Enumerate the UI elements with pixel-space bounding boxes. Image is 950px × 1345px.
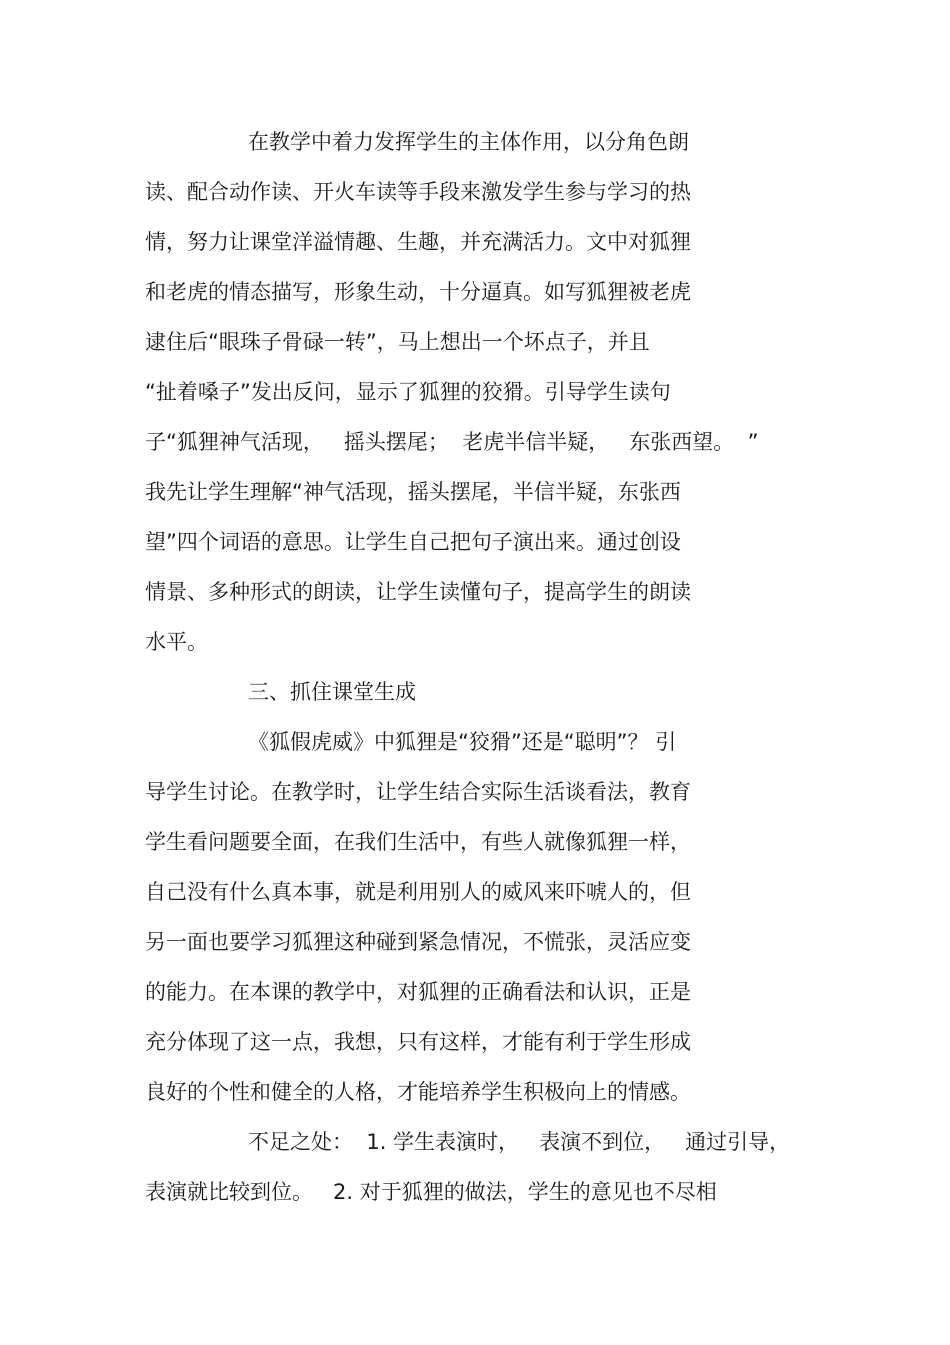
- paragraph-line: 逮住后“眼珠子骨碌一转”，马上想出一个坏点子，并且: [145, 330, 650, 354]
- paragraph-line: 不足之处： 1. 学生表演时， 表演不到位， 通过引导，: [248, 1130, 791, 1154]
- paragraph-line: 导学生讨论。在教学时，让学生结合实际生活谈看法，教育: [145, 780, 691, 804]
- paragraph-line: 学生看问题要全面，在我们生活中，有些人就像狐狸一样，: [145, 830, 691, 854]
- paragraph-line: 另一面也要学习狐狸这种碰到紧急情况，不慌张，灵活应变: [145, 930, 691, 954]
- paragraph-line: 《狐假虎威》中狐狸是“狡猾”还是“聪明”？ 引: [248, 730, 677, 754]
- paragraph-line: 的能力。在本课的教学中，对狐狸的正确看法和认识，正是: [145, 980, 691, 1004]
- paragraph-line: 情景、多种形式的朗读，让学生读懂句子，提高学生的朗读: [145, 580, 691, 604]
- paragraph-line: 在教学中着力发挥学生的主体作用，以分角色朗: [248, 130, 689, 154]
- paragraph-line: 我先让学生理解“神气活现，摇头摆尾，半信半疑，东张西: [145, 480, 681, 504]
- paragraph-line: 水平。: [145, 630, 208, 654]
- section-heading: 三、抓住课堂生成: [248, 680, 416, 704]
- paragraph-line: 情，努力让课堂洋溢情趣、生趣，并充满活力。文中对狐狸: [145, 230, 691, 254]
- paragraph-line: 子“狐狸神气活现， 摇头摆尾； 老虎半信半疑， 东张西望。 ”: [145, 430, 759, 454]
- paragraph-line: 读、配合动作读、开火车读等手段来激发学生参与学习的热: [145, 180, 691, 204]
- paragraph-line: 良好的个性和健全的人格，才能培养学生积极向上的情感。: [145, 1080, 691, 1104]
- paragraph-line: 表演就比较到位。 2. 对于狐狸的做法，学生的意见也不尽相: [145, 1180, 717, 1204]
- paragraph-line: 和老虎的情态描写，形象生动，十分逼真。如写狐狸被老虎: [145, 280, 691, 304]
- paragraph-line: 自己没有什么真本事，就是利用别人的威风来吓唬人的，但: [145, 880, 691, 904]
- paragraph-line: “扯着嗓子”发出反问，显示了狐狸的狡猾。引导学生读句: [145, 380, 671, 404]
- paragraph-line: 充分体现了这一点，我想，只有这样，才能有利于学生形成: [145, 1030, 691, 1054]
- paragraph-line: 望”四个词语的意思。让学生自己把句子演出来。通过创设: [145, 530, 681, 554]
